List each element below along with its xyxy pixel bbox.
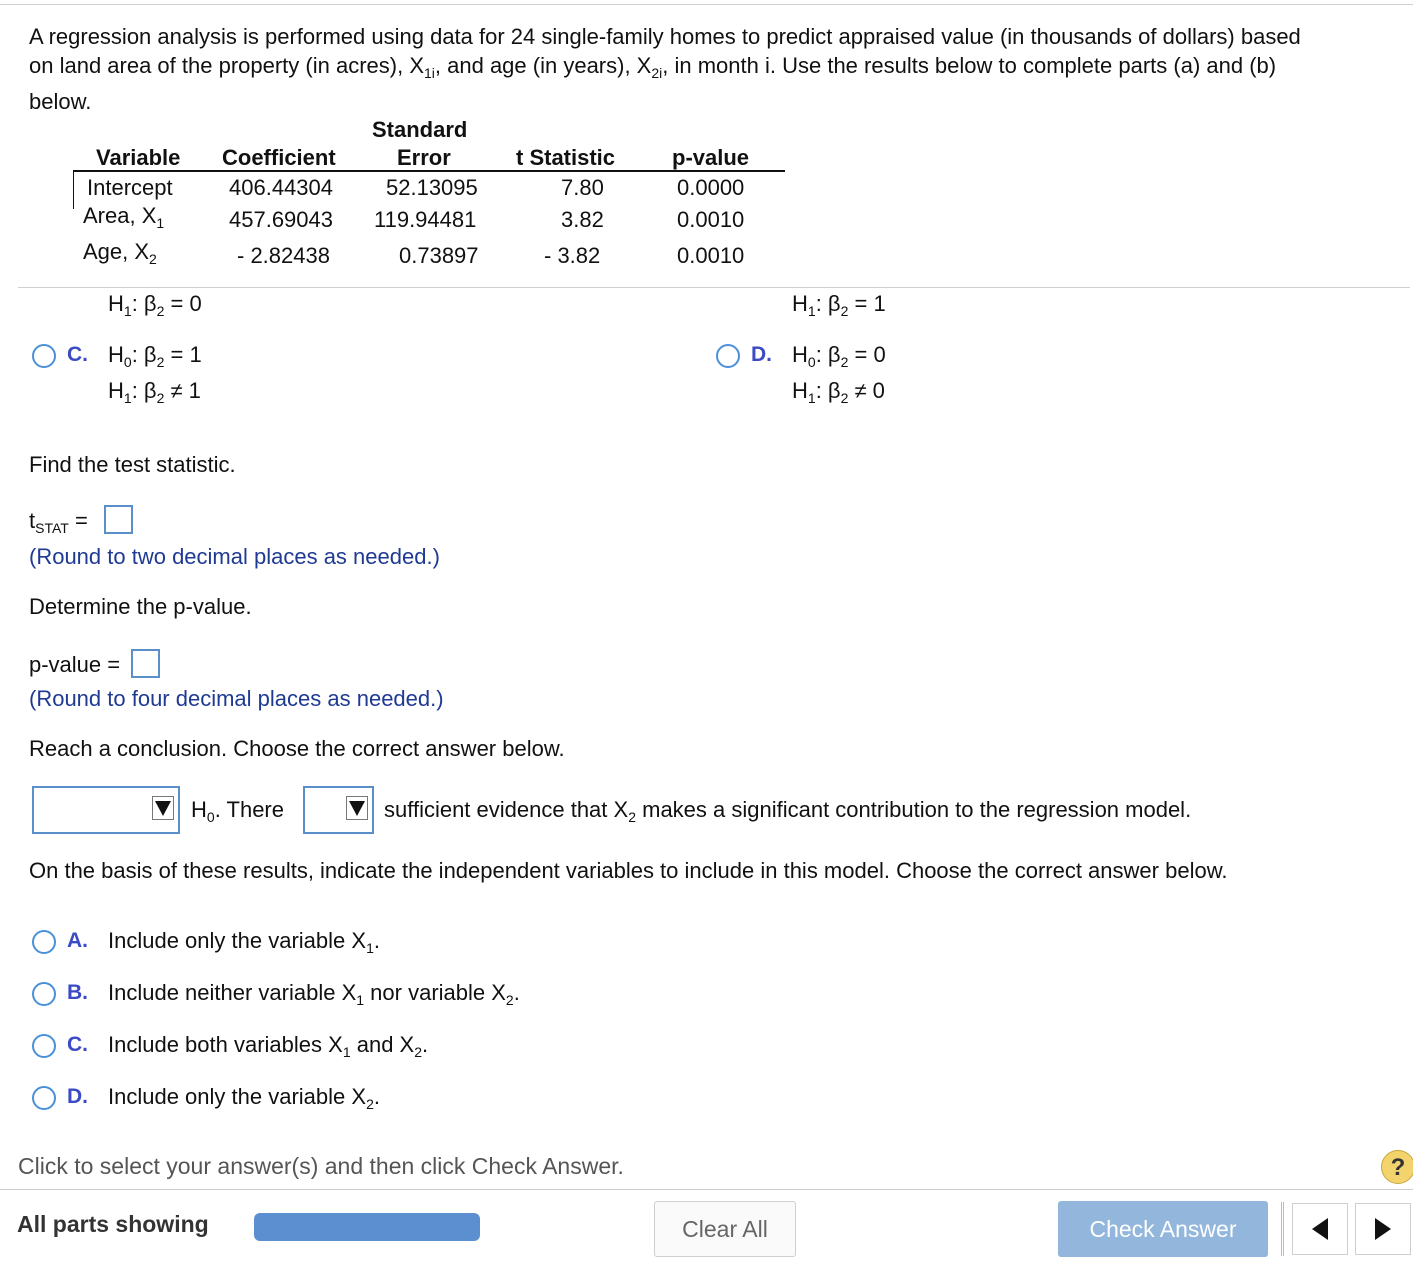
- row-intercept-variable: Intercept: [87, 175, 173, 200]
- var-option-b-letter[interactable]: B.: [67, 981, 88, 1004]
- chevron-down-icon[interactable]: [346, 796, 368, 820]
- option-b-h1: $H_1$: $\beta_2 = 0$: [108, 291, 202, 319]
- row-age-variable: Age, $X_2$: [83, 239, 157, 267]
- var-option-d-letter[interactable]: D.: [67, 1085, 88, 1108]
- previous-button[interactable]: [1292, 1203, 1348, 1255]
- row-area-coefficient: 457.69043: [229, 207, 333, 232]
- status-message: Click to select your answer(s) and then click Check Answer.: [18, 1153, 624, 1179]
- chevron-down-icon[interactable]: [152, 796, 174, 820]
- row-area-p: 0.0010: [677, 207, 745, 232]
- header-standard: Standard: [372, 117, 468, 142]
- option-d-h0[interactable]: $H_0$: $\beta_2 = 0$: [792, 342, 886, 370]
- p-value-rounding-note: (Round to four decimal places as needed.): [29, 686, 444, 711]
- clear-all-button[interactable]: Clear All: [654, 1201, 796, 1257]
- option-d-h1[interactable]: $H_1$: $\beta_2 \ne 0$: [792, 378, 885, 406]
- evidence-dropdown[interactable]: [303, 786, 374, 834]
- row-area-variable: Area, $X_1$: [83, 203, 165, 231]
- footer-separator: [1281, 1202, 1284, 1256]
- p-value-label: p-value =: [29, 652, 121, 677]
- next-button[interactable]: [1355, 1203, 1411, 1255]
- option-c-h1[interactable]: $H_1$: $\beta_2 \ne 1$: [108, 378, 201, 406]
- t-stat-rounding-note: (Round to two decimal places as needed.): [29, 544, 440, 569]
- header-error: Error: [397, 145, 451, 170]
- header-coefficient: Coefficient: [222, 145, 336, 170]
- var-option-b-text[interactable]: Include neither variable $X_1$ nor variable $X_2$.: [108, 980, 520, 1008]
- regression-table: [70, 114, 785, 274]
- problem-statement: A regression analysis is performed using data for 24 single-family homes to predict appraised value (in thousands of dollars) based on land area of the property (in acres), $X_{1i}$, and age (in years), $X_{2i}$, in month i. Use the results below to complete parts (a) and (b) below.: [29, 24, 1301, 114]
- row-age-coefficient: - 2.82438: [237, 243, 330, 268]
- row-age-se: 0.73897: [399, 243, 479, 268]
- var-option-c-text[interactable]: Include both variables $X_1$ and $X_2$.: [108, 1032, 429, 1060]
- row-area-se: 119.94481: [374, 207, 477, 232]
- row-intercept-p: 0.0000: [677, 175, 745, 200]
- row-age-p: 0.0010: [677, 243, 745, 268]
- header-t-statistic: t Statistic: [516, 145, 616, 170]
- option-c-h0[interactable]: $H_0$: $\beta_2 = 1$: [108, 342, 202, 370]
- arrow-left-icon: [1312, 1218, 1328, 1240]
- var-option-a-text[interactable]: Include only the variable $X_1$.: [108, 928, 380, 956]
- row-intercept-se: 52.13095: [386, 175, 478, 200]
- t-stat-label: $t_{STAT}$ =: [29, 508, 88, 536]
- option-d-letter[interactable]: D.: [751, 343, 772, 366]
- row-intercept-t: 7.80: [561, 175, 604, 200]
- top-divider: [0, 4, 1413, 5]
- progress-bar: [254, 1213, 480, 1241]
- var-option-d-text[interactable]: Include only the variable $X_2$.: [108, 1084, 380, 1112]
- p-value-prompt: Determine the p-value.: [29, 594, 252, 619]
- check-answer-button[interactable]: Check Answer: [1058, 1201, 1268, 1257]
- option-d-radio[interactable]: [716, 344, 740, 368]
- row-age-t: - 3.82: [544, 243, 601, 268]
- option-c-letter[interactable]: C.: [67, 343, 88, 366]
- var-option-c-letter[interactable]: C.: [67, 1033, 88, 1056]
- var-option-c-radio[interactable]: [32, 1034, 56, 1058]
- table-left-rule: [73, 171, 74, 209]
- table-header-rule: [73, 170, 785, 172]
- section-divider: [18, 287, 1410, 288]
- p-value-input[interactable]: [131, 649, 160, 678]
- option-a-h1: $H_1$: $\beta_2 = 1$: [792, 291, 886, 319]
- header-variable: Variable: [96, 145, 181, 170]
- var-option-a-letter[interactable]: A.: [67, 929, 88, 952]
- var-option-d-radio[interactable]: [32, 1086, 56, 1110]
- option-c-radio[interactable]: [32, 344, 56, 368]
- variables-prompt: On the basis of these results, indicate the independent variables to include in this model. Choose the correct answer below.: [29, 858, 1228, 883]
- var-option-a-radio[interactable]: [32, 930, 56, 954]
- arrow-right-icon: [1375, 1218, 1391, 1240]
- conclusion-prompt: Reach a conclusion. Choose the correct answer below.: [29, 736, 565, 761]
- header-p-value: p-value: [672, 145, 750, 170]
- row-area-t: 3.82: [561, 207, 604, 232]
- test-stat-prompt: Find the test statistic.: [29, 452, 236, 477]
- reject-decision-dropdown[interactable]: [32, 786, 180, 834]
- row-intercept-coefficient: 406.44304: [229, 175, 333, 200]
- t-stat-input[interactable]: [104, 505, 133, 534]
- var-option-b-radio[interactable]: [32, 982, 56, 1006]
- parts-showing-label: All parts showing: [17, 1211, 209, 1237]
- help-icon[interactable]: ?: [1381, 1150, 1413, 1184]
- h0-there-text: $H_0$. There: [191, 797, 284, 825]
- footer-divider: [0, 1189, 1413, 1190]
- conclusion-tail-text: sufficient evidence that $X_2$ makes a significant contribution to the regression model.: [384, 797, 1192, 825]
